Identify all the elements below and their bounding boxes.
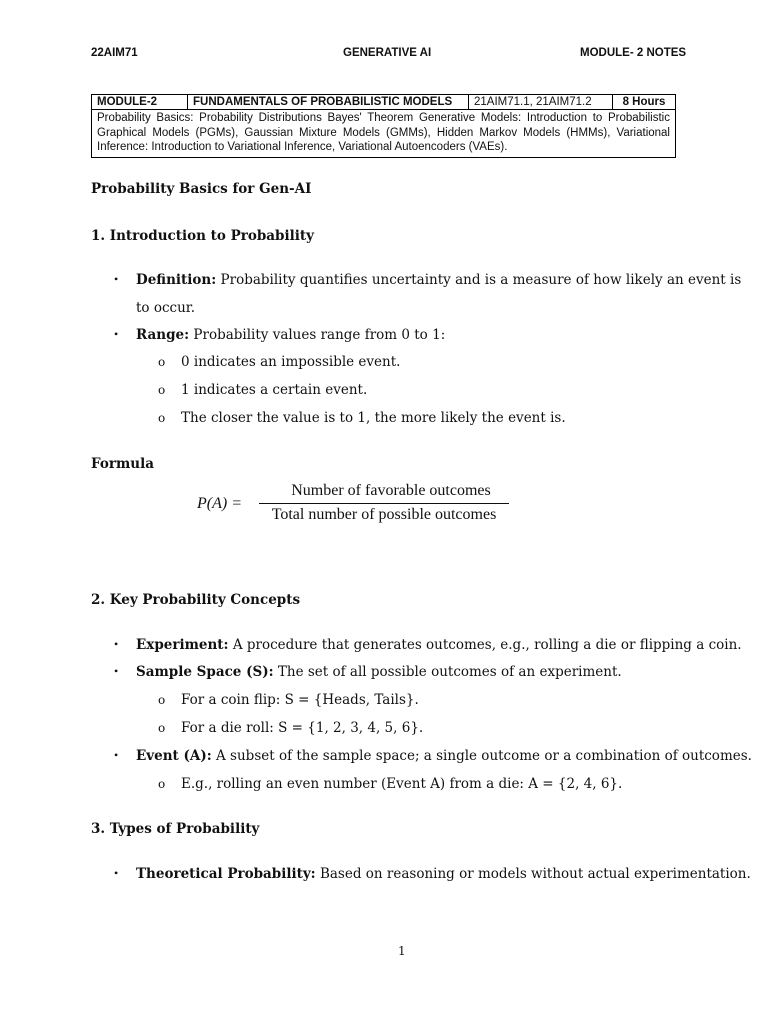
sub-bullet-icon: o <box>158 721 166 735</box>
module-table-header-row <box>92 95 676 110</box>
theoretical-text: Based on reasoning or models without actual experimentation. <box>315 866 751 882</box>
experiment-label: Experiment: <box>136 637 229 653</box>
bullet-icon: • <box>114 272 119 286</box>
sub-bullet-icon: o <box>158 777 166 791</box>
definition-label: Definition: <box>136 272 217 288</box>
formula-denominator: Total number of possible outcomes <box>271 506 497 523</box>
module-number: MODULE-2 <box>92 95 188 110</box>
definition-text-continued: to occur. <box>136 300 196 316</box>
range-item <box>136 327 445 343</box>
sample-space-text: The set of all possible outcomes of an experiment. <box>273 664 622 680</box>
sample-space-label: Sample Space (S): <box>136 664 274 680</box>
sub-bullet-icon: o <box>158 355 166 369</box>
sample-space-sub-item: For a coin flip: S = {Heads, Tails}. <box>181 692 419 708</box>
bullet-icon: • <box>114 866 119 880</box>
definition-text: Probability quantifies uncertainty and is a measure of how likely an event is <box>216 272 742 288</box>
theoretical-probability-item <box>136 866 751 882</box>
definition-item <box>136 272 741 288</box>
module-hours: 8 Hours <box>613 95 676 110</box>
module-title: FUNDAMENTALS OF PROBABILISTIC MODELS <box>188 95 469 110</box>
range-sub-item: 1 indicates a certain event. <box>181 382 368 398</box>
module-description: Probability Basics: Probability Distributions Bayes' Theorem Generative Models: Introduction to Probabilistic Graphical Models (PGMs), Gaussian Mixture Models (GMMs), Hidden Markov Models (HMMs), Variational Inference: Introduction to Variational Inference, Variational Autoencoders (VAEs). <box>92 110 676 158</box>
fraction-bar <box>259 503 509 504</box>
formula-lhs: P(A) = <box>197 495 242 512</box>
page-number: 1 <box>398 944 406 958</box>
sub-bullet-icon: o <box>158 411 166 425</box>
formula-heading: Formula <box>91 456 154 472</box>
header-course-code: 22AIM71 <box>91 47 138 59</box>
section-heading-introduction: 1. Introduction to Probability <box>91 228 314 244</box>
experiment-item <box>136 637 742 653</box>
module-course-outcomes: 21AIM71.1, 21AIM71.2 <box>469 95 613 110</box>
bullet-icon: • <box>114 637 119 651</box>
sub-bullet-icon: o <box>158 383 166 397</box>
section-heading-types: 3. Types of Probability <box>91 821 260 837</box>
formula-numerator: Number of favorable outcomes <box>291 482 491 499</box>
range-label: Range: <box>136 327 190 343</box>
theoretical-label: Theoretical Probability: <box>136 866 316 882</box>
event-text: A subset of the sample space; a single outcome or a combination of outcomes. <box>211 748 752 764</box>
event-item <box>136 748 752 764</box>
bullet-icon: • <box>114 664 119 678</box>
module-table <box>91 94 676 158</box>
experiment-text: A procedure that generates outcomes, e.g., rolling a die or flipping a coin. <box>228 637 742 653</box>
sub-bullet-icon: o <box>158 693 166 707</box>
range-sub-item: 0 indicates an impossible event. <box>181 354 401 370</box>
bullet-icon: • <box>114 327 119 341</box>
bullet-icon: • <box>114 748 119 762</box>
event-label: Event (A): <box>136 748 212 764</box>
document-title: Probability Basics for Gen-AI <box>91 181 312 197</box>
event-sub-item: E.g., rolling an even number (Event A) from a die: A = {2, 4, 6}. <box>181 776 623 792</box>
range-text: Probability values range from 0 to 1: <box>189 327 446 343</box>
header-module-notes: MODULE- 2 NOTES <box>580 47 687 59</box>
range-sub-item: The closer the value is to 1, the more likely the event is. <box>181 410 566 426</box>
module-table-description-row <box>92 110 676 158</box>
section-heading-key-concepts: 2. Key Probability Concepts <box>91 592 301 608</box>
header-subject: GENERATIVE AI <box>343 47 432 59</box>
sample-space-item <box>136 664 622 680</box>
sample-space-sub-item: For a die roll: S = {1, 2, 3, 4, 5, 6}. <box>181 720 424 736</box>
